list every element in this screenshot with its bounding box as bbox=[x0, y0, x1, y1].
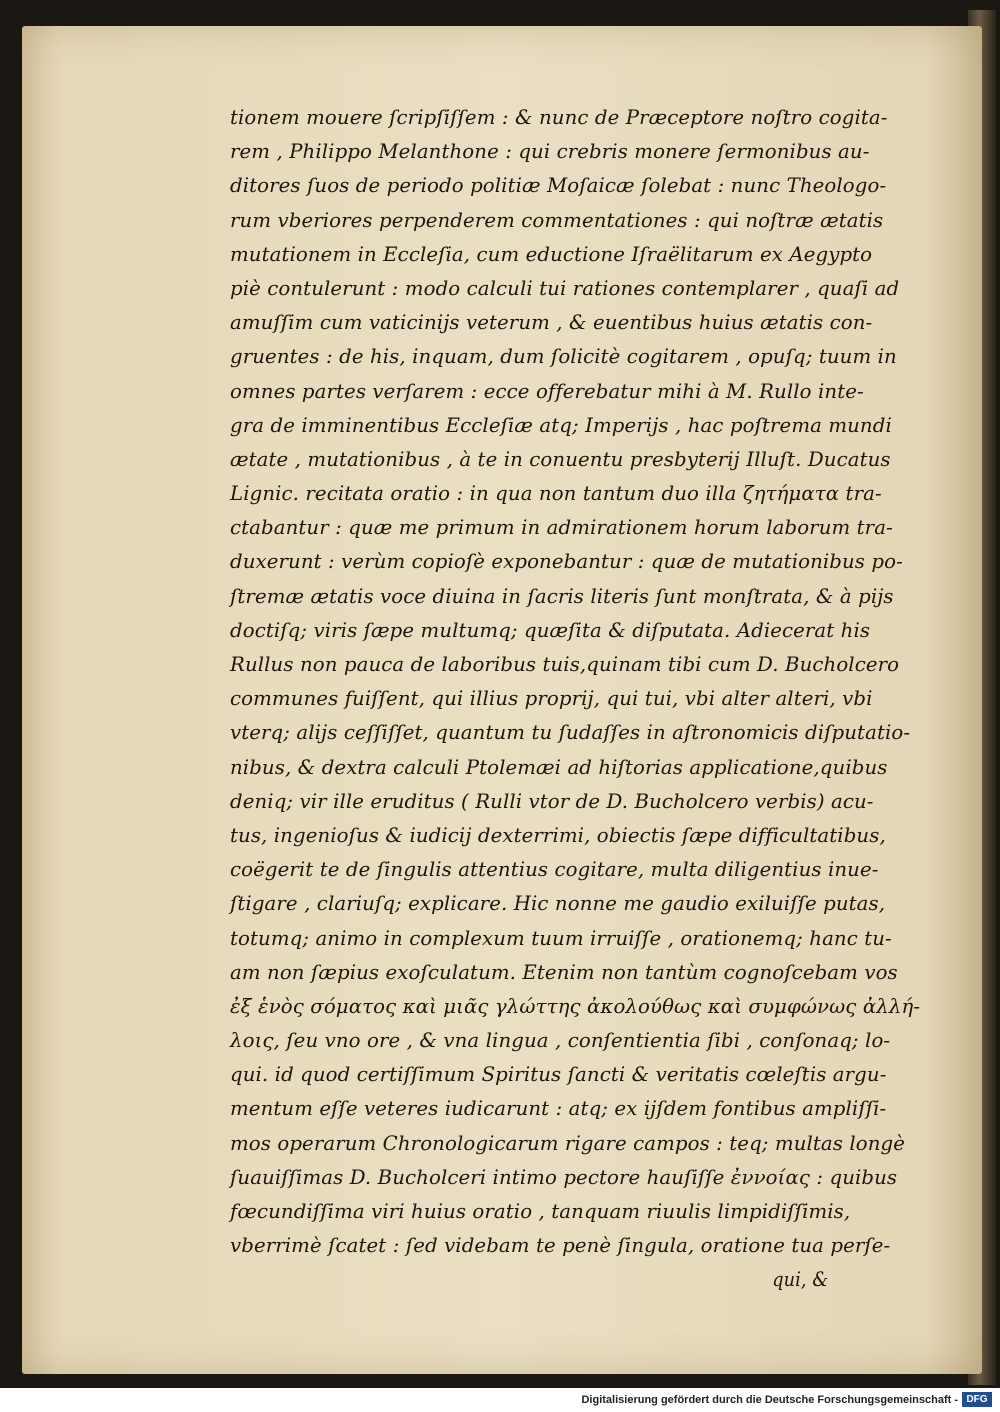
text-line-11: ætate , mutationibus , à te in conuentu presbyterij Illuſt. Ducatus bbox=[230, 446, 891, 471]
text-line-20: nibus, & dextra calculi Ptolemæi ad hiſtorias applicatione,quibus bbox=[230, 754, 888, 779]
text-line-34: vberrimè ſcatet : ſed videbam te penè ſingula, oratione tua perſe- bbox=[230, 1233, 891, 1258]
text-line-12: Lignic. recitata oratio : in qua non tantum duo illa ζητήματα tra- bbox=[230, 481, 882, 506]
text-line-17: Rullus non pauca de laboribus tuis,quinam tibi cum D. Bucholcero bbox=[230, 652, 900, 676]
footer-credit: Digitalisierung gefördert durch die Deutsche Forschungsgemeinschaft - bbox=[581, 1394, 958, 1406]
text-line-29: qui. id quod certiſſimum Spiritus ſancti & veritatis cœleſtis argu- bbox=[230, 1062, 887, 1087]
text-line-7: amuſſim cum vaticinijs veterum , & euentibus huius ætatis con- bbox=[230, 310, 873, 335]
text-line-27: ἐξ ἑνὸς σόματος καὶ μιᾶς γλώττης ἀκολούθως καὶ συμφώνως ἀλλή- bbox=[230, 993, 921, 1018]
text-line-30: mentum eſſe veteres iudicarunt : atq; ex ijſdem fontibus ampliſſi- bbox=[230, 1096, 887, 1121]
text-line-25: totumq; animo in complexum tuum irruiſſe , orationemq; hanc tu- bbox=[230, 925, 892, 950]
text-line-24: ſtigare , clariuſq; explicare. Hic nonne me gaudio exiluiſſe putas, bbox=[230, 891, 886, 916]
text-line-9: omnes partes verſarem : ecce offerebatur mihi à M. Rullo inte- bbox=[230, 378, 864, 403]
text-line-10: gra de imminentibus Eccleſiæ atq; Imperijs , hac poſtrema mundi bbox=[230, 412, 892, 437]
text-line-33: fœcundiſſima viri huius oratio , tanquam riuulis limpidiſſimis, bbox=[230, 1199, 851, 1223]
text-line-1: tionem mouere ſcripſiſſem : & nunc de Præceptore noſtro cogita- bbox=[230, 105, 888, 129]
page-text bbox=[230, 100, 930, 1297]
text-line-31: mos operarum Chronologicarum rigare campos : teq; multas longè bbox=[230, 1130, 906, 1155]
text-line-2: rem , Philippo Melanthone : qui crebris monere ſermonibus au- bbox=[230, 139, 870, 164]
text-line-15: ſtremæ ætatis voce diuina in ſacris literis ſunt monſtrata, & à pijs bbox=[230, 583, 894, 608]
text-line-4: rum vberiores perpenderem commentationes : qui noſtræ ætatis bbox=[230, 207, 884, 232]
text-line-22: tus, ingenioſus & iudicij dexterrimi, obiectis ſæpe difficultatibus, bbox=[230, 822, 886, 847]
text-line-28: λοις, ſeu vno ore , & vna lingua , conſentientia ſibi , conſonaq; lo- bbox=[230, 1028, 891, 1053]
text-line-21: deniq; vir ille eruditus ( Rulli vtor de D. Bucholcero verbis) acu- bbox=[230, 788, 874, 813]
text-line-13: ctabantur : quæ me primum in admirationem horum laborum tra- bbox=[230, 515, 893, 540]
text-line-6: piè contulerunt : modo calculi tui rationes contemplarer , quaſi ad bbox=[230, 275, 900, 300]
text-line-5: mutationem in Eccleſia, cum eductione Iſraëlitarum ex Aegypto bbox=[230, 241, 873, 266]
text-line-16: doctiſq; viris ſæpe multumq; quæſita & diſputata. Adiecerat his bbox=[230, 617, 871, 642]
text-line-23: coëgerit te de ſingulis attentius cogitare, multa diligentius inue- bbox=[230, 857, 879, 882]
text-line-14: duxerunt : verùm copioſè exponebantur : quæ de mutationibus po- bbox=[230, 549, 903, 574]
text-line-26: am non ſæpius exoſculatum. Etenim non tantùm cognoſcebam vos bbox=[230, 959, 898, 984]
text-line-18: communes fuiſſent, qui illius proprij, qui tui, vbi alter alteri, vbi bbox=[230, 686, 873, 711]
text-line-32: ſuauiſſimas D. Bucholceri intimo pectore hauſiſſe ἐννοίας : quibus bbox=[230, 1164, 898, 1189]
text-line-19: vterq; alijs ceſſiſſet, quantum tu ſudaſſes in aſtronomicis diſputatio- bbox=[230, 720, 911, 745]
text-line-3: ditores ſuos de periodo politiæ Moſaicæ ſolebat : nunc Theologo- bbox=[230, 173, 887, 198]
text-line-8: gruentes : de his, inquam, dum ſolicitè cogitarem , opuſq; tuum in bbox=[230, 344, 897, 369]
dfg-logo: DFG bbox=[962, 1392, 992, 1407]
text-line-35: qui, & bbox=[772, 1267, 829, 1292]
